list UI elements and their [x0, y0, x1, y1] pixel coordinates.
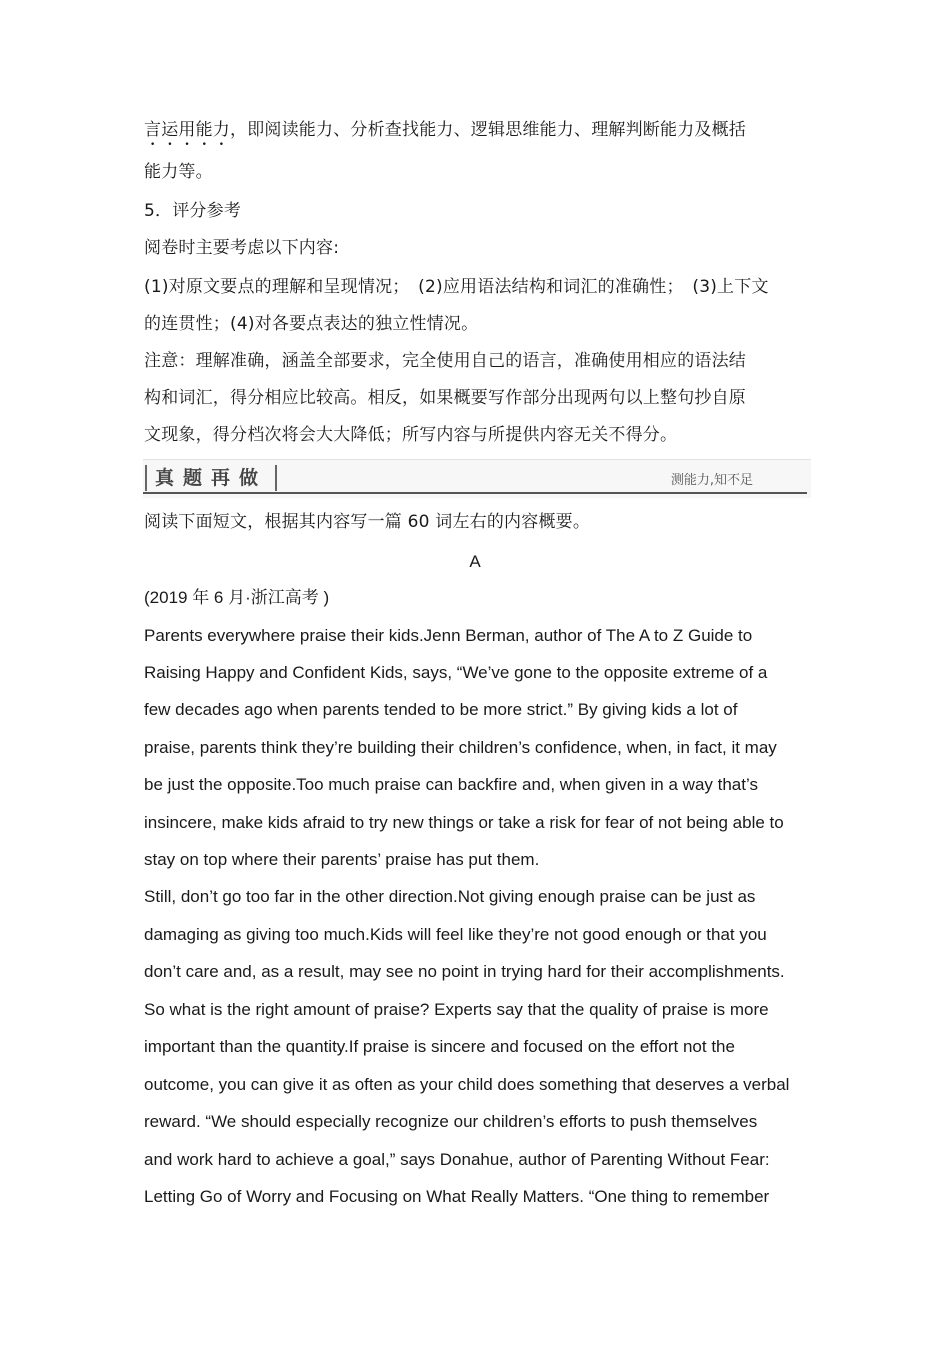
- intro-line-2: 能力等。: [144, 162, 213, 182]
- emphasized-phrase: 言运用能力: [144, 120, 230, 140]
- passage-line: outcome, you can give it as often as your child does something that deserves a verbal: [144, 1075, 790, 1094]
- passage-source: (2019 年 6 月·浙江高考 ): [144, 588, 330, 607]
- passage-line: insincere, make kids afraid to try new things or take a risk for fear of not being able to: [144, 813, 784, 832]
- passage-line: few decades ago when parents tended to be more strict.” By giving kids a lot of: [144, 700, 738, 719]
- passage-line: and work hard to achieve a goal,” says Donahue, author of Parenting Without Fear:: [144, 1150, 770, 1169]
- section-banner: [143, 459, 811, 498]
- scoring-points-line-1: (1)对原文要点的理解和呈现情况； (2)应用语法结构和词汇的准确性； (3)上下文: [144, 277, 769, 297]
- intro-line-1-text: ，即阅读能力、分析查找能力、逻辑思维能力、理解判断能力及概括: [230, 120, 746, 140]
- scoring-lead: 阅卷时主要考虑以下内容:: [144, 238, 340, 258]
- passage-line: damaging as giving too much.Kids will feel like they’re not good enough or that you: [144, 925, 767, 944]
- passage-line: So what is the right amount of praise? Experts say that the quality of praise is more: [144, 1000, 769, 1019]
- banner-subtitle: 测能力,知不足: [670, 473, 753, 488]
- passage-line: Raising Happy and Confident Kids, says, “We’ve gone to the opposite extreme of a: [144, 663, 768, 682]
- scoring-note-line-2: 构和词汇，得分相应比较高。相反，如果概要写作部分出现两句以上整句抄自原: [144, 388, 746, 408]
- scoring-note-line-1: 注意：理解准确，涵盖全部要求，完全使用自己的语言，准确使用相应的语法结: [144, 351, 746, 371]
- banner-divider: [143, 492, 807, 494]
- passage-line: praise, parents think they’re building their children’s confidence, when, in fact, it may: [144, 738, 777, 757]
- passage-line: Letting Go of Worry and Focusing on What Really Matters. “One thing to remember: [144, 1187, 770, 1206]
- passage-line: Still, don’t go too far in the other direction.Not giving enough praise can be just as: [144, 887, 756, 906]
- banner-title: 真题再做: [145, 465, 277, 491]
- passage-line: be just the opposite.Too much praise can backfire and, when given in a way that’s: [144, 775, 758, 794]
- intro-line-1: [144, 119, 746, 150]
- passage-line: reward. “We should especially recognize our children’s efforts to push themselves: [144, 1112, 758, 1131]
- passage-line: Parents everywhere praise their kids.Jenn Berman, author of The A to Z Guide to: [144, 626, 753, 645]
- passage-label: A: [469, 552, 481, 571]
- passage-line: stay on top where their parents’ praise has put them.: [144, 850, 540, 869]
- scoring-heading: 5．评分参考: [144, 201, 242, 221]
- scoring-note-line-3: 文现象，得分档次将会大大降低；所写内容与所提供内容无关不得分。: [144, 425, 678, 445]
- scoring-points-line-2: 的连贯性；(4)对各要点表达的独立性情况。: [144, 314, 479, 334]
- passage-line: important than the quantity.If praise is sincere and focused on the effort not the: [144, 1037, 735, 1056]
- task-instruction: 阅读下面短文，根据其内容写一篇 60 词左右的内容概要。: [144, 512, 591, 532]
- passage-line: don’t care and, as a result, may see no point in trying hard for their accomplishments.: [144, 962, 785, 981]
